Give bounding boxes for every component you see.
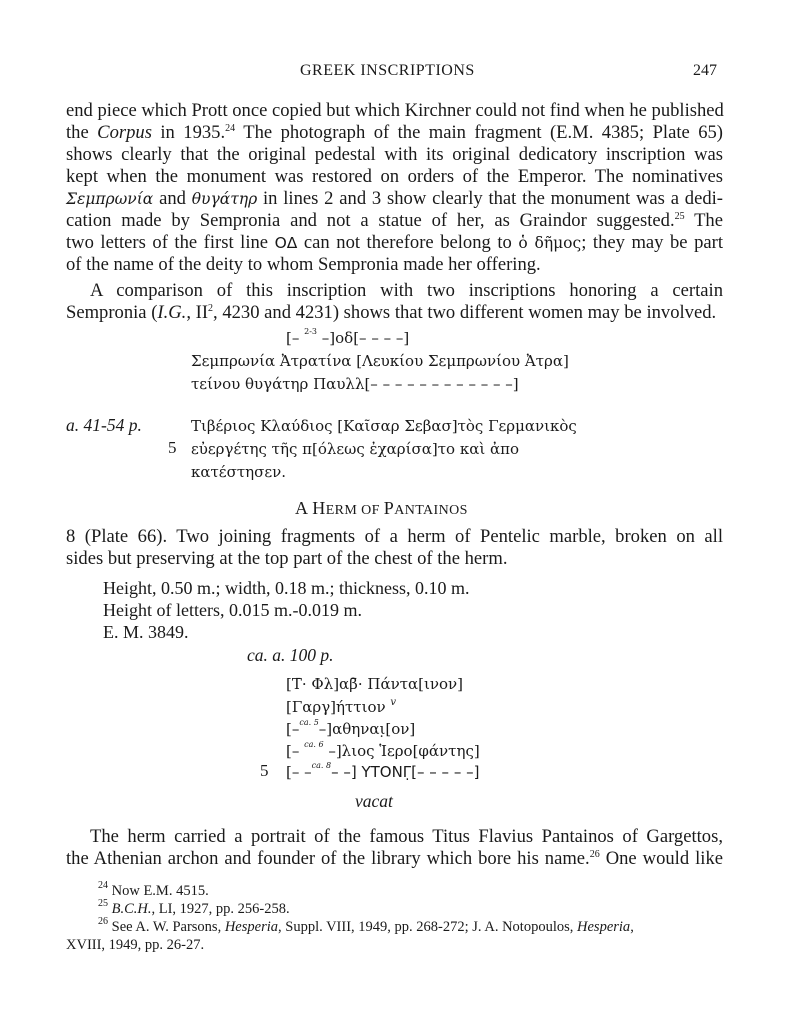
paragraph-2 [66, 280, 723, 324]
inscription-3-line-number: 5 [260, 761, 269, 780]
para2-line-2: Sempronia (I.G., $II^2$, 4230 and 4231) shows that two different women may be involved. [66, 302, 717, 323]
inscription-3-vacat: vacat [355, 791, 393, 811]
para1-line-4: kept when the monument was restored on orders of the Emperor. The nominatives [66, 166, 723, 187]
section-heading: A HERM OF PANTAINOS [295, 498, 468, 518]
inscription-3-date: ca. a. 100 p. [247, 645, 334, 665]
inscription-3-line-2: [Γαργ]ήττιον $^v$ [286, 697, 397, 716]
item8-line-2: sides but preserving at the top part of the chest of the herm. [66, 548, 508, 569]
footnote-ref-25: 25 [674, 211, 685, 222]
para1-line-8: of the name of the deity to whom Sempronia made her offering. [66, 254, 541, 275]
footnote-24: $^{24}$ Now E.M. 4515. [98, 880, 209, 899]
measurement-letters: Height of letters, 0.015 m.-0.019 m. [103, 600, 362, 620]
measurement-inventory: E. M. 3849. [103, 622, 189, 642]
inscription-1-line-2: Σεμπρωνία Ἀτρατίνα [Λευκίου Σεμπρωνίου Ἀτρα] [191, 352, 569, 370]
para1-line-2: the Corpus in 1935.24 The photograph of the main fragment (E.M. 4385; Plate 65) [66, 122, 723, 143]
footnote-ref-24: 24 [225, 123, 236, 134]
para1-line-6: cation made by Sempronia and not a statue of her, as Graindor suggested.$^{25}$ The [66, 210, 723, 231]
footnote-26: $^{26}$ See A. W. Parsons, Hesperia, Suppl. VIII, 1949, pp. 268-272; J. A. Notopoulos, Hesperia, [98, 916, 634, 935]
footnote-ref-26: 26 [589, 849, 600, 860]
para1-line-5: Σεμπρωνία and θυγάτηρ in lines 2 and 3 show clearly that the monument was a dedi- [66, 188, 723, 209]
para1-line-7: two letters of the first line ΟΔ can not therefore belong to ὁ δῆμος; they may be part [66, 232, 723, 253]
para3-line-1: The herm carried a portrait of the famous Titus Flavius Pantainos of Gargettos, [90, 826, 723, 847]
footnote-25: $^{25}$ B.C.H., LI, 1927, pp. 256-258. [98, 898, 290, 917]
footnotes [66, 880, 722, 954]
para3-line-2: the Athenian archon and founder of the library which bore his name.$^{26}$ One would like [66, 848, 723, 869]
inscription-2-line-2: εὐεργέτης τῆς π[όλεως ἐχαρίσα]το καὶ ἀπο [191, 440, 520, 458]
inscription-2-date: a. 41-54 p. [66, 415, 142, 435]
footnote-26-continued: XVIII, 1949, pp. 26-27. [66, 937, 205, 953]
inscription-3-line-4: [– $^{ca. 6}$ –]λιος Ἱερο[φάντης] [286, 740, 480, 760]
inscription-1-line-1: [– $^{2-3}$ –]οδ[– – – –] [286, 327, 410, 347]
inscription-2-line-number: 5 [168, 438, 177, 457]
corpus-title: Corpus [97, 122, 152, 143]
paragraph-3 [66, 826, 723, 870]
para1-line-1: end piece which Prott once copied but which Kirchner could not find when he published [66, 100, 724, 121]
running-header [0, 62, 787, 84]
inscription-3-line-1: [Τ̄· Φλ]αβ̄· Πάντα[ινον] [286, 675, 463, 693]
inscription-2-line-1: Τιβέριος Κλαύδιος [Καῖσαρ Σεβασ]τὸς Γερμανικὸς [191, 417, 577, 435]
inscription-1-line-3: τείνου θυγάτηρ Παυλλ[– – – – – – – – – – – –] [191, 375, 519, 393]
item-8-description [66, 526, 723, 570]
inscription-2-line-3: κατέστησεν. [191, 463, 286, 481]
para1-line-3: shows clearly that the original pedestal with its original dedicatory inscription was [66, 144, 723, 165]
para2-line-1: A comparison of this inscription with two inscriptions honoring a certain [90, 280, 723, 301]
paragraph-1 [66, 100, 723, 276]
page-number: 247 [693, 62, 717, 79]
running-title: GREEK INSCRIPTIONS [300, 62, 475, 79]
inscription-3-line-5: [– –$^{ca. 8}$– –] ΥΤΟΝΓ̣[– – – – –] [286, 761, 480, 781]
inscription-3-line-3: [–$^{ca. 5}$–]αθηναι̣[ον] [286, 718, 416, 738]
item8-line-1: 8 (Plate 66). Two joining fragments of a herm of Pentelic marble, broken on all [66, 526, 723, 547]
measurement-dimensions: Height, 0.50 m.; width, 0.18 m.; thickness, 0.10 m. [103, 578, 470, 598]
